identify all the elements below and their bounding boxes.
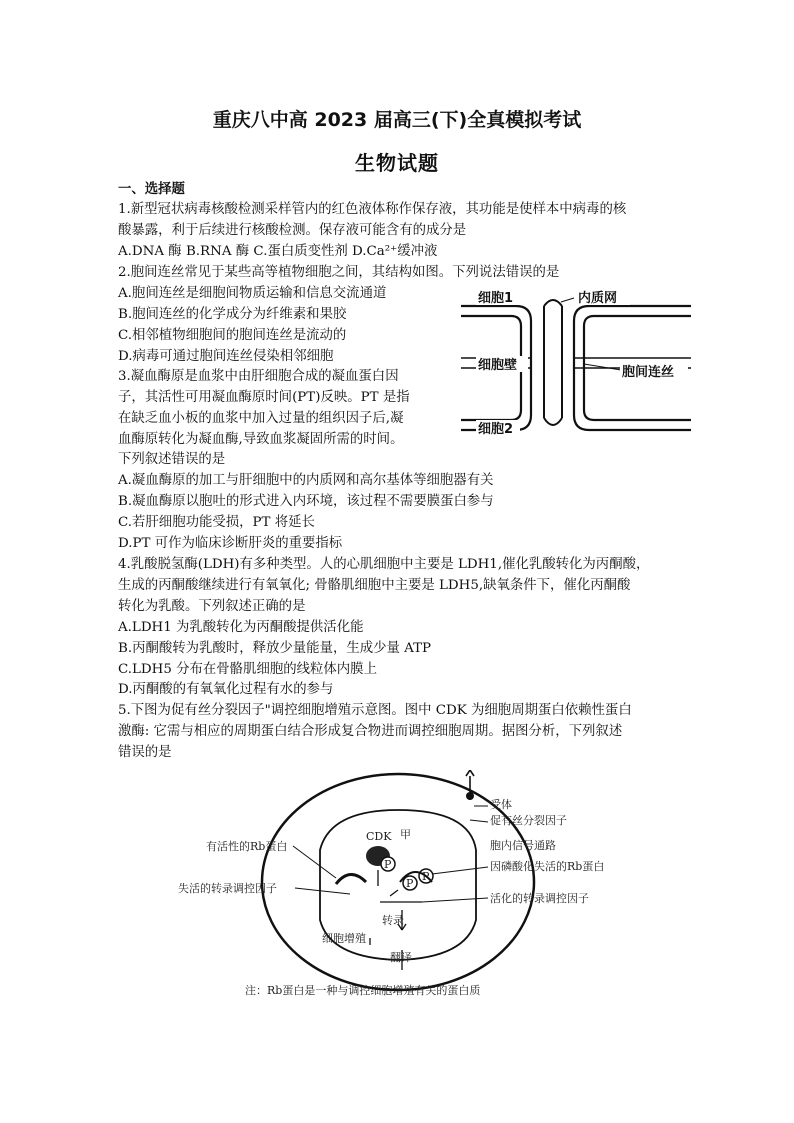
q3-line: 在缺乏血小板的血浆中加入过量的组织因子后,凝 xyxy=(118,411,404,426)
q4-option-b: B.丙酮酸转为乳酸时，释放少量能量，生成少量 ATP xyxy=(118,641,432,656)
section-heading: 一、选择题 xyxy=(118,182,185,197)
q1-line: 1.新型冠状病毒核酸检测采样管内的红色液体称作保存液，其功能是使样本中病毒的核 xyxy=(118,202,627,217)
q2-option-b: B.胞间连丝的化学成分为纤维素和果胶 xyxy=(118,307,347,322)
translation-label: 翻译 xyxy=(390,951,412,964)
q1-line: 酸暴露，利于后续进行核酸检测。保存液可能含有的成分是 xyxy=(118,223,467,238)
q4-line: 4.乳酸脱氢酶(LDH)有多种类型。人的心肌细胞中主要是 LDH1,催化乳酸转化为丙酮酸， xyxy=(118,557,650,572)
q4-option-a: A.LDH1 为乳酸转化为丙酮酸提供活化能 xyxy=(118,620,364,635)
q3-line: 子，其活性可用凝血酶原时间(PT)反映。PT 是指 xyxy=(118,390,410,405)
plasmodesma-label: 胞间连丝 xyxy=(622,365,675,380)
active-tf-label: 活化的转录调控因子 xyxy=(490,892,589,905)
q3-option-d: D.PT 可作为临床诊断肝炎的重要指标 xyxy=(118,536,343,551)
exam-title: 重庆八中高 2023 届高三(下)全真模拟考试 xyxy=(212,109,582,131)
cell-cycle-figure xyxy=(170,770,640,1005)
figure-note: 注：Rb蛋白是一种与调控细胞增殖有关的蛋白质 xyxy=(245,984,481,997)
q5-line: 激酶: 它需与相应的周期蛋白结合形成复合物进而调控细胞周期。据图分析，下列叙述 xyxy=(118,724,623,739)
q1-options: A.DNA 酶 B.RNA 酶 C.蛋白质变性剂 D.Ca²⁺缓冲液 xyxy=(118,244,438,259)
plasmodesma-figure xyxy=(456,288,696,438)
er-label: 内质网 xyxy=(578,291,618,306)
p-mark: P xyxy=(406,877,414,890)
q2-option-d: D.病毒可通过胞间连丝侵染相邻细胞 xyxy=(118,349,334,364)
cell2-label: 细胞2 xyxy=(478,422,514,437)
active-rb-label: 有活性的Rb蛋白 xyxy=(206,840,288,853)
inactive-tf-label: 失活的转录调控因子 xyxy=(178,882,277,895)
cell-wall-label: 细胞壁 xyxy=(478,358,518,373)
q2-option-c: C.相邻植物细胞间的胞间连丝是流动的 xyxy=(118,328,347,343)
q2-option-a: A.胞间连丝是细胞间物质运输和信息交流通道 xyxy=(118,286,387,301)
q4-option-d: D.丙酮酸的有氧氧化过程有水的参与 xyxy=(118,682,334,697)
receptor-label: 受体 xyxy=(490,798,512,811)
cdk-label: CDK xyxy=(366,830,392,843)
cell1-label: 细胞1 xyxy=(478,291,514,306)
mitogen-label: 促有丝分裂因子 xyxy=(490,814,567,827)
proliferation-label: 细胞增殖 xyxy=(322,932,366,945)
q3-option-b: B.凝血酶原以胞吐的形式进入内环境，该过程不需要膜蛋白参与 xyxy=(118,494,494,509)
q3-line: 下列叙述错误的是 xyxy=(118,452,226,467)
jia-label: 甲 xyxy=(400,828,411,841)
q2-stem: 2.胞间连丝常见于某些高等植物细胞之间，其结构如图。下列说法错误的是 xyxy=(118,265,560,280)
inactive-rb-label: 因磷酸化失活的Rb蛋白 xyxy=(490,860,605,873)
q5-line: 5.下图为促有丝分裂因子"调控细胞增殖示意图。图中 CDK 为细胞周期蛋白依赖性蛋白 xyxy=(118,703,632,718)
q3-option-a: A.凝血酶原的加工与肝细胞中的内质网和高尔基体等细胞器有关 xyxy=(118,473,494,488)
q4-line: 生成的丙酮酸继续进行有氧氧化; 骨骼肌细胞中主要是 LDH5,缺氧条件下，催化丙酮酸 xyxy=(118,578,631,593)
p-mark: P xyxy=(422,870,430,883)
q4-line: 转化为乳酸。下列叙述正确的是 xyxy=(118,599,306,614)
transcription-label: 转录 xyxy=(382,914,404,927)
q3-option-c: C.若肝细胞功能受损，PT 将延长 xyxy=(118,515,315,530)
q4-option-c: C.LDH5 分布在骨骼肌细胞的线粒体内膜上 xyxy=(118,662,377,677)
subject-title: 生物试题 xyxy=(355,151,439,175)
signal-pathway-label: 胞内信号通路 xyxy=(490,839,556,852)
q3-line: 3.凝血酶原是血浆中由肝细胞合成的凝血蛋白因 xyxy=(118,369,399,384)
q3-line: 血酶原转化为凝血酶,导致血浆凝固所需的时间。 xyxy=(118,432,404,447)
p-mark: P xyxy=(384,858,392,871)
q5-line: 错误的是 xyxy=(118,745,172,760)
